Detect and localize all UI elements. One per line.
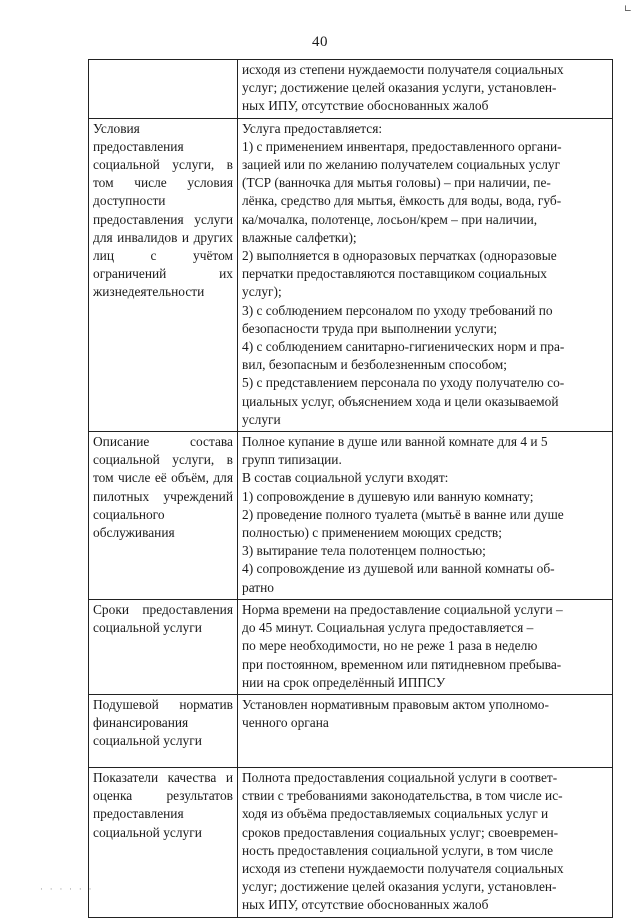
content-line: ченного органа <box>242 715 329 731</box>
content-line: услуг; достижение целей оказания услуги, установлен- <box>242 80 557 96</box>
content-line: ка/мочалка, полотенце, лосьон/крем – при наличии, <box>242 211 538 227</box>
content-line: (ТСР (ванночка для мытья головы) – при наличии, пе- <box>242 175 551 191</box>
content-line: услуг); <box>242 284 282 300</box>
row-content <box>238 118 613 431</box>
content-line: безопасности труда при выполнении услуги; <box>242 320 498 336</box>
content-line: В состав социальной услуги входят: <box>242 470 449 486</box>
content-line: 4) с соблюдением санитарно-гигиенических норм и пра- <box>242 339 565 355</box>
content-line: ратно <box>242 579 275 595</box>
service-standard-table <box>88 59 613 918</box>
content-line: ность предоставления социальной услуги, в том числе <box>242 842 554 858</box>
content-line: лёнка, средство для мытья, ёмкость для воды, вода, губ- <box>242 193 562 209</box>
content-line: исходя из степени нуждаемости получателя социальных <box>242 860 564 876</box>
content-line: 1) сопровождение в душевую или ванную комнату; <box>242 488 534 504</box>
table-row <box>89 767 613 917</box>
content-line: до 45 минут. Социальная услуга предоставляется – <box>242 620 534 636</box>
content-line: исходя из степени нуждаемости получателя социальных <box>242 62 564 77</box>
content-line: 3) вытирание тела полотенцем полностью; <box>242 543 486 559</box>
content-line: Полное купание в душе или ванной комнате для 4 и 5 <box>242 434 548 450</box>
content-line: нии на срок определённый ИППСУ <box>242 674 446 690</box>
row-content <box>238 60 613 119</box>
row-content <box>238 767 613 917</box>
row-label: Подушевой норматив финансирования социальной услуги <box>89 694 238 767</box>
content-line: по мере необходимости, но не реже 1 раза в неделю <box>242 638 538 654</box>
content-line: влажные салфетки); <box>242 229 357 245</box>
content-line: групп типизации. <box>242 452 342 468</box>
scan-corner-mark: ∟ <box>623 4 632 15</box>
content-line: услуг; достижение целей оказания услуги, установлен- <box>242 879 557 895</box>
content-line: вил, безопасным и безболезненным способом; <box>242 357 507 373</box>
content-line: 3) с соблюдением персоналом по уходу требований по <box>242 302 553 318</box>
row-label: Условия предоставления социальной услуги, в том числе условия доступности предоставления услуги для инвалидов и других лиц с учётом ограничений их жизнедеятельности <box>89 118 238 431</box>
content-line: ходя из объёма предоставляемых социальных услуг и <box>242 806 549 822</box>
content-line: при постоянном, временном или пятидневном пребыва- <box>242 656 562 672</box>
row-label <box>89 60 238 119</box>
row-label: Описание состава социальной услуги, в том числе её объём, для пилотных учреждений социального обслуживания <box>89 432 238 600</box>
content-line: 2) проведение полного туалета (мытьё в ванне или душе <box>242 506 564 522</box>
content-line: Услуга предоставляется: <box>242 120 383 136</box>
content-line: ных ИПУ, отсутствие обоснованных жалоб <box>242 98 489 114</box>
content-line: Полнота предоставления социальной услуги в соответ- <box>242 769 558 785</box>
content-line: ствии с требованиями законодательства, в том числе ис- <box>242 788 563 804</box>
table-row <box>89 60 613 119</box>
content-line: ных ИПУ, отсутствие обоснованных жалоб <box>242 897 489 913</box>
content-line: 5) с представлением персонала по уходу получателю со- <box>242 375 565 391</box>
table-body <box>89 60 613 918</box>
row-label: Показатели качества и оценка результатов предоставления социальной услуги <box>89 767 238 917</box>
content-line: 1) с применением инвентаря, предоставленного органи- <box>242 138 562 154</box>
content-line: услуги <box>242 411 281 427</box>
content-line: Установлен нормативным правовым актом уполномо- <box>242 696 549 712</box>
content-line: Норма времени на предоставление социальной услуги – <box>242 601 563 617</box>
row-content <box>238 599 613 694</box>
content-line: 2) выполняется в одноразовых перчатках (одноразовые <box>242 248 557 264</box>
content-line: сроков предоставления социальных услуг; своевремен- <box>242 824 559 840</box>
table-row <box>89 599 613 694</box>
scan-artifact: · · · · · · <box>40 885 94 895</box>
table-row <box>89 694 613 767</box>
row-content <box>238 694 613 767</box>
content-line: зацией или по желанию получателем социальных услуг <box>242 157 561 173</box>
content-line: 4) сопровождение из душевой или ванной комнаты об- <box>242 561 555 577</box>
content-line: полностью) с применением моющих средств; <box>242 525 502 541</box>
page-number: 40 <box>312 34 328 50</box>
row-label: Сроки предоставления социальной услуги <box>89 599 238 694</box>
table-row <box>89 432 613 600</box>
content-line: перчатки предоставляются поставщиком социальных <box>242 266 547 282</box>
table-row <box>89 118 613 431</box>
row-content <box>238 432 613 600</box>
content-line: циальных услуг, объяснением хода и цели оказываемой <box>242 393 559 409</box>
